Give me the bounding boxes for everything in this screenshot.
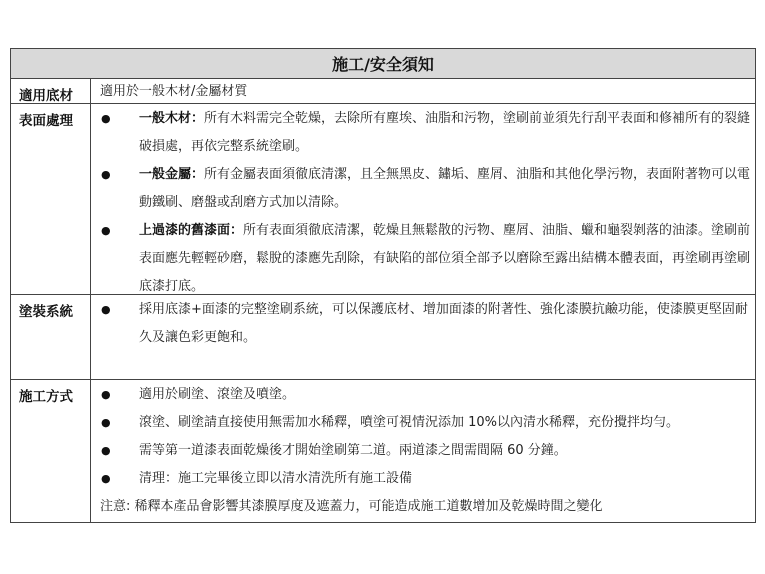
list-item bbox=[91, 296, 751, 352]
dilution-note: 注意: 稀釋本產品會影響其漆膜厚度及遮蓋力，可能造成施工道數增加及乾燥時間之變化 bbox=[100, 499, 603, 514]
item-text: 採用底漆+面漆的完整塗刷系統，可以保護底材、增加面漆的附著性、強化漆膜抗鹼功能，使漆膜更堅固耐久及讓色彩更飽和。 bbox=[139, 302, 748, 345]
row-applicable-substrate bbox=[11, 79, 755, 104]
bullet-icon: ● bbox=[101, 303, 111, 316]
row-label: 表面處理 bbox=[11, 104, 91, 294]
list-item bbox=[91, 409, 751, 437]
list-item bbox=[91, 465, 751, 493]
row-coating-system bbox=[11, 295, 755, 380]
bullet-icon: ● bbox=[101, 444, 111, 457]
bullet-icon: ● bbox=[101, 112, 111, 125]
list-item bbox=[91, 161, 751, 217]
row-application-method bbox=[11, 380, 755, 522]
bullet-icon: ● bbox=[101, 224, 111, 237]
item-text: 滾塗、刷塗請直接使用無需加水稀釋，噴塗可視情況添加 10%以內清水稀釋，充份攪拌均勻。 bbox=[139, 415, 680, 430]
row-surface-preparation bbox=[11, 104, 755, 295]
item-text: 所有木料需完全乾燥，去除所有塵埃、油脂和污物，塗刷前並須先行刮平表面和修補所有的裂縫破損處，再依完整系統塗刷。 bbox=[139, 111, 751, 154]
row-label: 施工方式 bbox=[11, 380, 91, 522]
list-item bbox=[91, 105, 751, 161]
bullet-icon: ● bbox=[101, 168, 111, 181]
bullet-icon: ● bbox=[101, 416, 111, 429]
table-title: 施工/安全須知 bbox=[11, 49, 755, 79]
bullet-icon: ● bbox=[101, 388, 111, 401]
row-label: 適用底材 bbox=[11, 79, 91, 103]
safety-instructions-table bbox=[10, 48, 756, 523]
row-label: 塗裝系統 bbox=[11, 295, 91, 379]
item-heading: 一般金屬： bbox=[139, 167, 205, 182]
list-item bbox=[91, 381, 751, 409]
list-item bbox=[91, 437, 751, 465]
list-item bbox=[91, 217, 751, 301]
item-text: 清理：施工完畢後立即以清水清洗所有施工設備 bbox=[139, 471, 413, 486]
item-text: 所有金屬表面須徹底清潔，且全無黑皮、鏽垢、塵屑、油脂和其他化學污物，表面附著物可以電動鐵刷、磨盤或刮磨方式加以清除。 bbox=[139, 167, 751, 210]
row-text: 適用於一般木材/金屬材質 bbox=[100, 84, 248, 99]
bullet-icon: ● bbox=[101, 472, 111, 485]
item-text: 需等第一道漆表面乾燥後才開始塗刷第二道。兩道漆之間需間隔 60 分鐘。 bbox=[139, 443, 567, 458]
item-heading: 一般木材： bbox=[139, 111, 205, 126]
item-text: 所有表面須徹底清潔，乾燥且無鬆散的污物、塵屑、油脂、蠟和龜裂剝落的油漆。塗刷前表面應先輕輕砂磨，鬆脫的漆應先刮除，有缺陷的部位須全部予以磨除至露出結構本體表面，再塗刷再塗刷底漆打底。 bbox=[139, 223, 751, 294]
item-heading: 上過漆的舊漆面： bbox=[139, 223, 244, 238]
item-text: 適用於刷塗、滾塗及噴塗。 bbox=[139, 387, 296, 402]
